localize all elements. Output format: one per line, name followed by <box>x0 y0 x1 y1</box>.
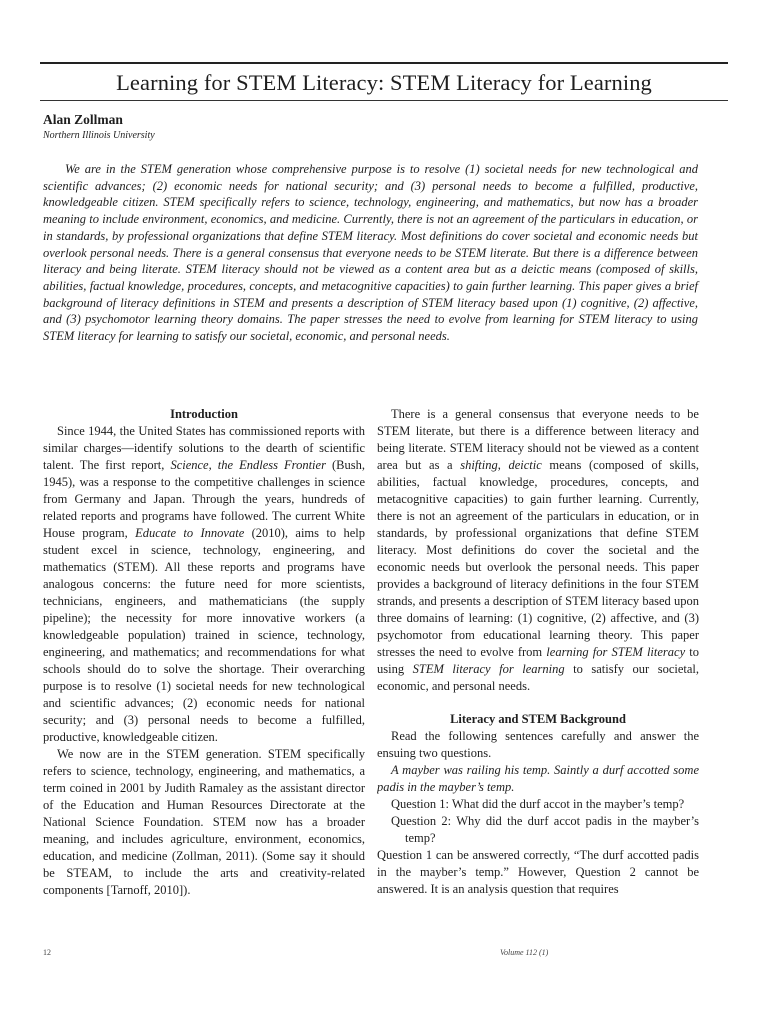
cited-title: Science, the Endless Frontier <box>170 458 326 472</box>
cited-title: Educate to Innovate <box>135 526 245 540</box>
example-sentences: A mayber was railing his temp. Saintly a durf accotted some padis in the mayber’s temp. <box>377 763 699 794</box>
emphasis: STEM literacy for learning <box>412 662 565 676</box>
background-paragraph-1: Read the following sentences carefully and answer the ensuing two questions. <box>377 729 699 760</box>
text-run: means (composed of skills, abilities, factual knowledge, procedures, concepts, and metacognitive capacities) to gain further learning. Currently, there is not an agreement of the particulars in education, or in standards, by professional organizations that define STEM literacy. Most definitions do cover the societal and the economic needs but overlook the personal needs. This paper provides a background of literacy definitions in the four STEM strands, and presents a description of STEM literacy based upon three domains of learning: (1) cognitive, (2) affective, and (3) psychomotor from educational learning theory. This paper stresses the need to evolve from <box>377 458 699 659</box>
volume-label: Volume 112 (1) <box>500 948 549 957</box>
right-column <box>377 406 699 946</box>
intro-paragraph-2: We now are in the STEM generation. STEM specifically refers to science, technology, engineering, and mathematics, a term coined in 2001 by Judith Ramaley as the assistant director of the Education and Human Resources Directorate at the National Science Foundation. STEM now has a broader meaning, and includes agriculture, environment, economics, education, and medicine (Zollman, 2011). (Some say it should be STEAM, to include the arts and creativity-related components [Tarnoff, 2010]). <box>43 747 365 897</box>
emphasis: learning for STEM literacy <box>546 645 686 659</box>
author-name: Alan Zollman <box>43 112 123 127</box>
abstract: We are in the STEM generation whose comprehensive purpose is to resolve (1) societal needs for new technological and scientific advances; (2) economic needs for national security; and (3) personal needs to become a fulfilled, productive, knowledgeable citizen. STEM specifically refers to science, technology, engineering, and mathematics, but now has a broader meaning to include environment, economics, and medicine. Currently, there is not an agreement of the particulars in education, or in standards, by professional organizations that define STEM literacy. Most definitions do cover societal and economic needs but overlook personal needs. There is a general consensus that everyone needs to be STEM literate. But there is a difference between literacy and being literate. STEM literacy should not be viewed as a content area but as a deictic means (composed of skills, abilities, factual knowledge, procedures, concepts, and metacognitive capacities) to gain further learning. This paper gives a brief background of literacy definitions in STEM and presents a description of STEM literacy based upon (1) cognitive, (2) affective, and (3) psychomotor learning theory domains. The paper stresses the need to evolve from learning for STEM literacy to using STEM literacy for learning to satisfy our societal, economic, and personal needs. <box>43 162 698 344</box>
text-run: , <box>497 458 509 472</box>
title-bottom-rule <box>40 100 728 101</box>
text-run: (2010), aims to help student excel in science, technology, engineering, and mathematics (STEM). All these reports and programs have analogous concerns: the future need for more scientists, technicians, engineers, and mathematicians (the supply pipeline); the necessity for more innovative workers (a knowledgeable population) trained in science, technology, engineering, and mathematics; and recommendations for what schools should do to solve the shortage. Their overarching purpose is to resolve (1) societal needs for new technological and scientific advances; (2) economic needs for national security; and (3) personal needs to become a fulfilled, productive, knowledgeable citizen. <box>43 526 365 744</box>
text-run: (Bush, 1945), was a response to the competitive challenges in science from Germany and Japan. Through the years, hundreds of related reports and programs have followed. The current White House program, <box>43 458 365 540</box>
page-number: 12 <box>43 948 51 957</box>
left-column <box>43 406 365 946</box>
question-1: Question 1: What did the durf accot in the mayber’s temp? <box>391 797 685 811</box>
text-run: to satisfy our societal, economic, and personal needs. <box>377 662 699 693</box>
intro-paragraph-1 <box>43 423 365 746</box>
title-top-rule <box>40 62 728 64</box>
text-run: There is a general consensus that everyone needs to be STEM literate, but there is a difference between literacy and being literate. STEM literacy should not be viewed as a content area but as a <box>377 407 699 472</box>
author-affiliation: Northern Illinois University <box>43 130 155 141</box>
background-paragraph-2: Question 1 can be answered correctly, “The durf accotted padis in the mayber’s temp.” However, Question 2 cannot be answered. It is an analysis question that requires <box>377 848 699 896</box>
emphasis: shifting <box>460 458 498 472</box>
section-heading-introduction: Introduction <box>170 407 238 421</box>
section-heading-literacy-background: Literacy and STEM Background <box>450 712 626 726</box>
intro-paragraph-3 <box>377 406 699 695</box>
article-title: Learning for STEM Literacy: STEM Literacy for Learning <box>116 70 652 95</box>
text-run: Since 1944, the United States has commissioned reports with similar charges—identify solutions to the dearth of scientific talent. The first report, <box>43 424 365 472</box>
text-run: to using <box>377 645 699 676</box>
question-2: Question 2: Why did the durf accot padis in the mayber’s temp? <box>391 814 699 845</box>
emphasis: deictic <box>508 458 542 472</box>
